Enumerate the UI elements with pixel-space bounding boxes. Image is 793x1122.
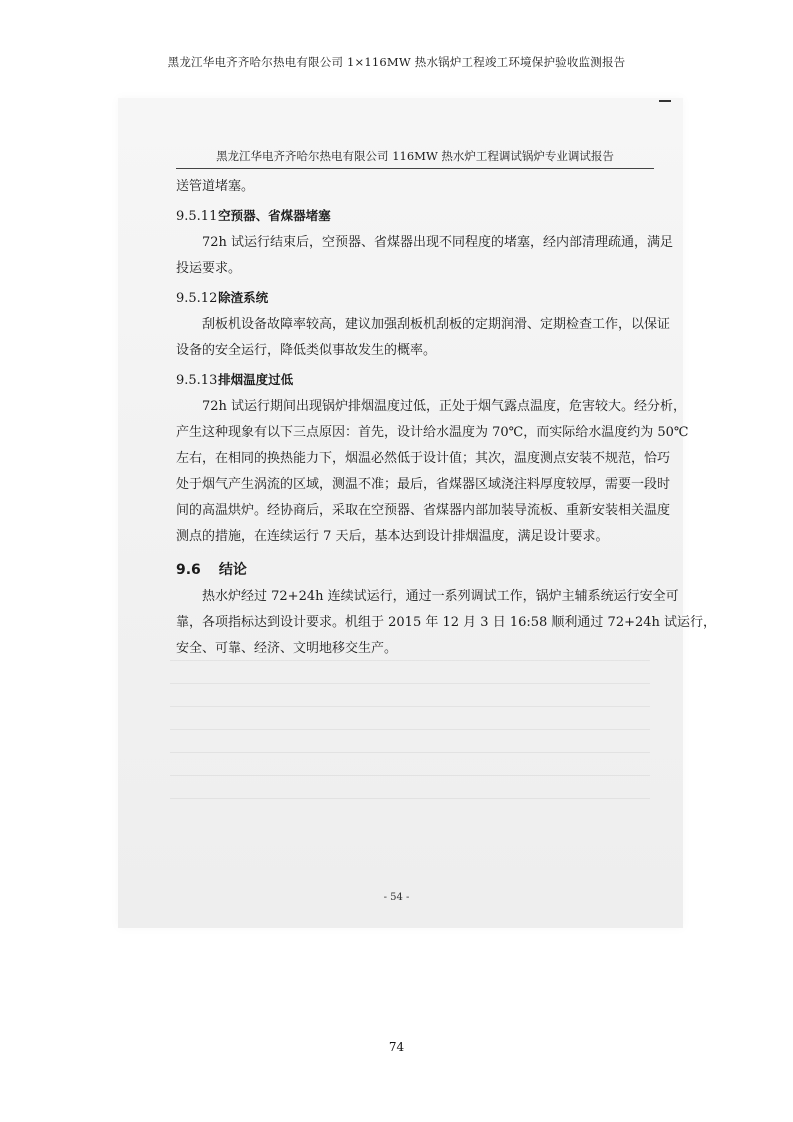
section-9-5-12-heading bbox=[176, 285, 654, 312]
paragraph-line: 设备的安全运行，降低类似事故发生的概率。 bbox=[176, 343, 437, 358]
section-9-6-heading bbox=[176, 556, 654, 584]
section-9-5-13-paragraph bbox=[176, 394, 689, 550]
faint-line bbox=[170, 660, 650, 661]
paragraph-line: 刮板机设备故障率较高，建议加强刮板机刮板的定期润滑、定期检查工作，以保证 bbox=[202, 317, 671, 332]
section-number: 9.5.12 bbox=[176, 291, 218, 306]
scan-mark bbox=[659, 100, 671, 102]
continuation-line: 送管道堵塞。 bbox=[176, 179, 255, 194]
outer-report-header: 黑龙江华电齐齐哈尔热电有限公司 1×116MW 热水锅炉工程竣工环境保护验收监测报告 bbox=[167, 55, 626, 69]
section-number: 9.6 bbox=[176, 562, 201, 578]
section-9-5-11-paragraph bbox=[176, 230, 674, 282]
section-9-5-11-heading bbox=[176, 203, 654, 230]
paragraph-line: 测点的措施，在连续运行 7 天后，基本达到设计排烟温度，满足设计要求。 bbox=[176, 529, 609, 544]
paragraph-line: 72h 试运行期间出现锅炉排烟温度过低，正处于烟气露点温度，危害较大。经分析， bbox=[202, 399, 687, 414]
faint-line bbox=[170, 798, 650, 799]
section-title: 结论 bbox=[218, 562, 247, 578]
paragraph-line: 安全、可靠、经济、文明地移交生产。 bbox=[176, 641, 398, 656]
paragraph-line: 热水炉经过 72+24h 连续试运行，通过一系列调试工作，锅炉主辅系统运行安全可 bbox=[202, 589, 679, 604]
outer-page-number: 74 bbox=[388, 1040, 405, 1054]
inner-page-number: - 54 - bbox=[383, 892, 410, 903]
paragraph-line: 左右，在相同的换热能力下，烟温必然低于设计值；其次，温度测点安装不规范，恰巧 bbox=[176, 451, 671, 466]
paragraph-line: 产生这种现象有以下三点原因：首先，设计给水温度为 70℃，而实际给水温度约为 50℃ bbox=[176, 425, 689, 440]
section-9-5-12-paragraph bbox=[176, 312, 671, 364]
section-number: 9.5.11 bbox=[176, 209, 218, 224]
section-9-6-paragraph bbox=[176, 584, 717, 662]
faint-line bbox=[170, 706, 650, 707]
section-title: 空预器、省煤器堵塞 bbox=[218, 208, 331, 223]
section-title: 除渣系统 bbox=[218, 290, 269, 305]
faint-line bbox=[170, 729, 650, 730]
inner-report-header: 黑龙江华电齐齐哈尔热电有限公司 116MW 热水炉工程调试锅炉专业调试报告 bbox=[216, 149, 614, 163]
faint-line bbox=[170, 775, 650, 776]
paragraph-line: 靠，各项指标达到设计要求。机组于 2015 年 12 月 3 日 16:58 顺利通过 72+24h 试运行， bbox=[176, 615, 717, 630]
scan-bleed-through bbox=[170, 660, 650, 860]
paragraph-line: 72h 试运行结束后，空预器、省煤器出现不同程度的堵塞，经内部清理疏通，满足 bbox=[202, 235, 674, 250]
document-body bbox=[176, 174, 717, 662]
paragraph-line: 投运要求。 bbox=[176, 261, 242, 276]
paragraph-line: 处于烟气产生涡流的区域，测温不准；最后，省煤器区域浇注料厚度较厚，需要一段时 bbox=[176, 477, 671, 492]
faint-line bbox=[170, 683, 650, 684]
section-number: 9.5.13 bbox=[176, 373, 218, 388]
inner-header-rule bbox=[176, 168, 654, 169]
faint-line bbox=[170, 752, 650, 753]
paragraph-line: 间的高温烘炉。经协商后，采取在空预器、省煤器内部加装导流板、重新安装相关温度 bbox=[176, 503, 671, 518]
section-9-5-13-heading bbox=[176, 367, 654, 394]
section-title: 排烟温度过低 bbox=[218, 372, 294, 387]
